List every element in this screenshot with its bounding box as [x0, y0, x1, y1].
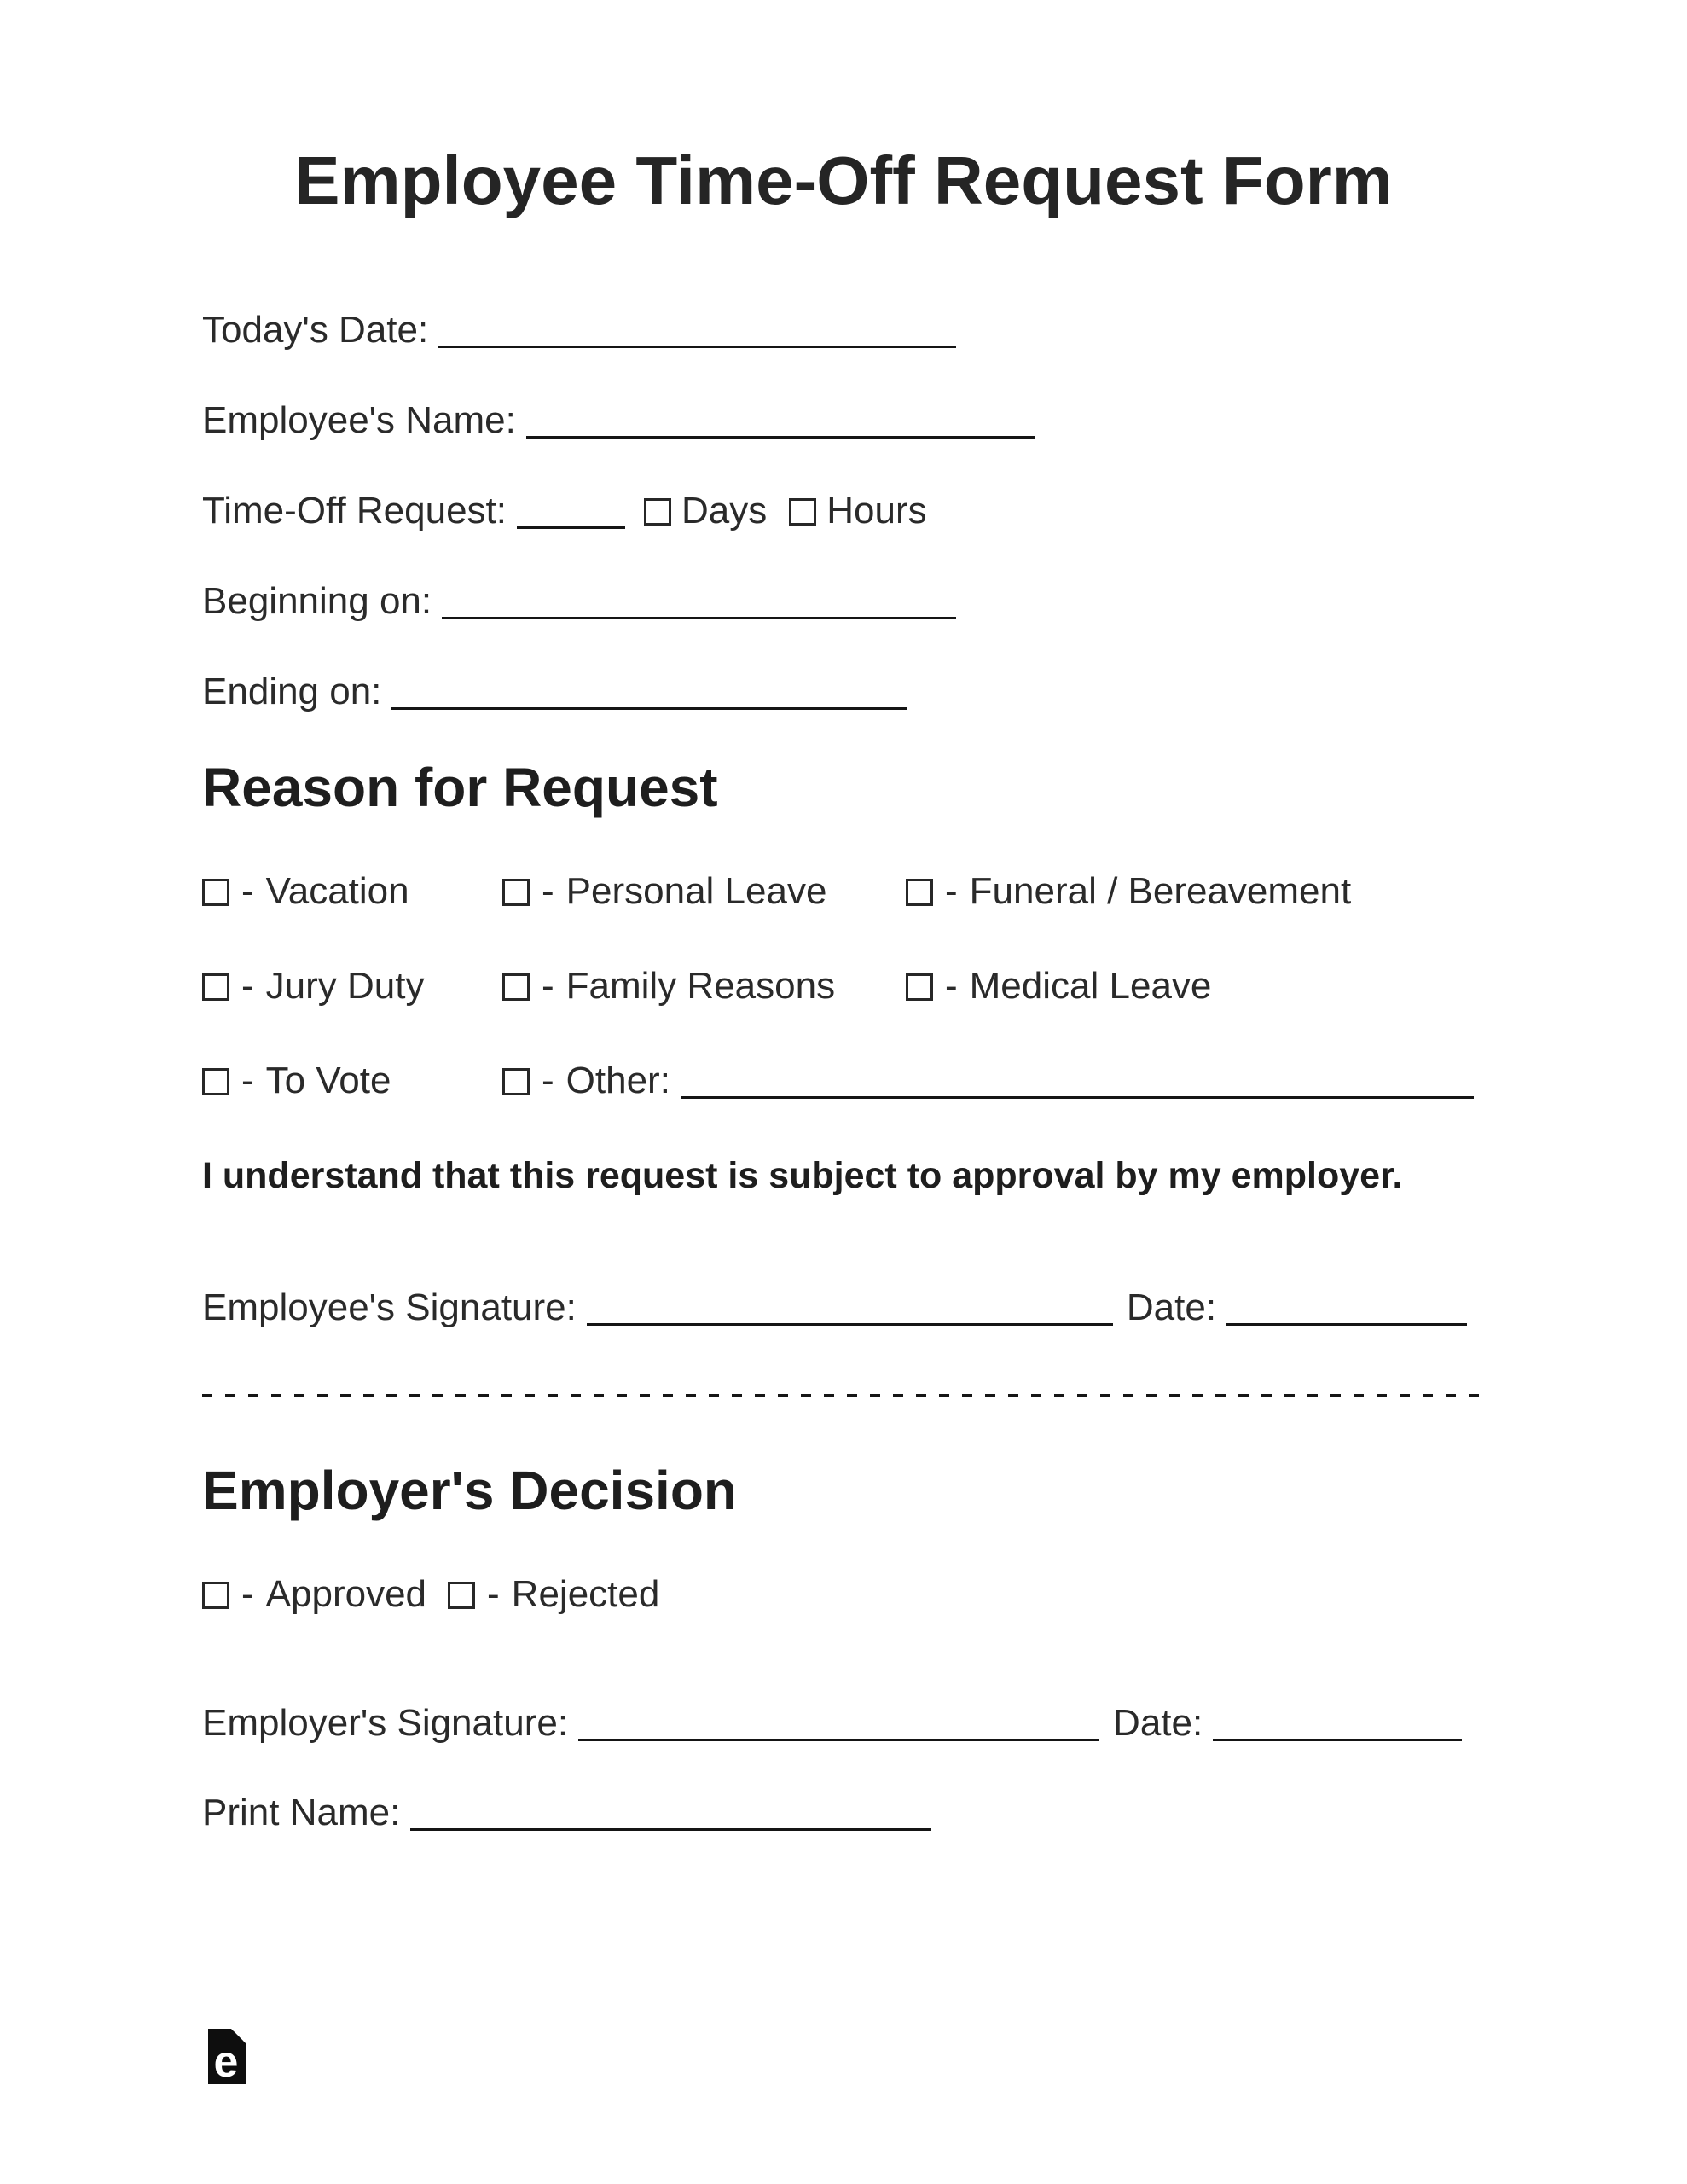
reason-checkbox-row-2	[202, 965, 1687, 1008]
checkbox-rejected[interactable]	[448, 1582, 475, 1609]
checkbox-personal-leave[interactable]	[502, 879, 530, 906]
checkbox-hours[interactable]	[789, 498, 816, 526]
separator-dash: -	[945, 965, 958, 1007]
checkbox-days[interactable]	[644, 498, 671, 526]
separator-dash: -	[241, 1060, 254, 1101]
other-label: Other:	[565, 1060, 670, 1101]
reason-checkbox-row-1	[202, 870, 1687, 914]
medical-leave-label: Medical Leave	[969, 965, 1212, 1007]
field-time-off-request	[202, 490, 927, 533]
employer-date-label: Date:	[1113, 1702, 1203, 1744]
reason-item-personal-leave	[502, 870, 906, 914]
separator-dash: -	[542, 870, 554, 912]
ending-on-input-line[interactable]	[391, 707, 907, 710]
employee-signature-input-line[interactable]	[587, 1323, 1113, 1326]
separator-dash: -	[945, 870, 958, 912]
eforms-logo	[208, 2029, 246, 2084]
checkbox-medical-leave[interactable]	[906, 973, 933, 1001]
personal-leave-label: Personal Leave	[565, 870, 827, 912]
reason-item-to-vote	[202, 1060, 502, 1103]
page-title: Employee Time-Off Request Form	[294, 142, 1393, 218]
field-ending-on	[202, 671, 907, 714]
beginning-on-label: Beginning on:	[202, 580, 432, 622]
employer-decision-heading: Employer's Decision	[202, 1460, 737, 1521]
to-vote-label: To Vote	[265, 1060, 391, 1101]
employer-signature-row	[202, 1702, 1462, 1745]
employer-signature-label: Employer's Signature:	[202, 1702, 569, 1744]
employee-signature-label: Employee's Signature:	[202, 1287, 577, 1328]
reason-item-funeral-bereavement	[906, 870, 1687, 914]
reason-item-other	[502, 1060, 1687, 1103]
checkbox-family-reasons[interactable]	[502, 973, 530, 1001]
separator-dash: -	[241, 1573, 254, 1615]
acknowledgement-text: I understand that this request is subject to approval by my employer.	[202, 1155, 1403, 1196]
checkbox-other[interactable]	[502, 1068, 530, 1095]
days-label: Days	[681, 490, 768, 531]
jury-duty-label: Jury Duty	[265, 965, 425, 1007]
employer-signature-input-line[interactable]	[578, 1739, 1099, 1741]
employee-date-label: Date:	[1126, 1287, 1217, 1328]
print-name-label: Print Name:	[202, 1792, 401, 1833]
funeral-bereavement-label: Funeral / Bereavement	[969, 870, 1352, 912]
employees-name-label: Employee's Name:	[202, 399, 516, 441]
employer-date-input-line[interactable]	[1213, 1739, 1462, 1741]
time-off-request-label: Time-Off Request:	[202, 490, 507, 531]
reason-item-medical-leave	[906, 965, 1687, 1008]
checkbox-funeral-bereavement[interactable]	[906, 879, 933, 906]
reason-item-vacation	[202, 870, 502, 914]
separator-dash: -	[241, 965, 254, 1007]
document-fold-icon	[208, 2029, 246, 2084]
ending-on-label: Ending on:	[202, 671, 382, 712]
rejected-label: Rejected	[511, 1573, 660, 1615]
beginning-on-input-line[interactable]	[442, 617, 956, 619]
employees-name-input-line[interactable]	[526, 436, 1035, 439]
logo-letter: e	[213, 2037, 239, 2084]
family-reasons-label: Family Reasons	[565, 965, 836, 1007]
field-beginning-on	[202, 580, 956, 624]
reason-checkbox-row-3	[202, 1060, 1687, 1103]
todays-date-label: Today's Date:	[202, 309, 429, 351]
vacation-label: Vacation	[265, 870, 409, 912]
time-off-amount-input-line[interactable]	[517, 526, 625, 529]
other-input-line[interactable]	[681, 1096, 1474, 1099]
checkbox-jury-duty[interactable]	[202, 973, 229, 1001]
checkbox-approved[interactable]	[202, 1582, 229, 1609]
reason-item-jury-duty	[202, 965, 502, 1008]
hours-label: Hours	[826, 490, 927, 531]
reason-item-family-reasons	[502, 965, 906, 1008]
todays-date-input-line[interactable]	[438, 346, 956, 348]
reason-section-heading: Reason for Request	[202, 757, 718, 818]
employee-signature-row	[202, 1287, 1467, 1330]
field-employees-name	[202, 399, 1035, 443]
separator-dash: -	[487, 1573, 500, 1615]
separator-dash: -	[542, 1060, 554, 1101]
approved-label: Approved	[265, 1573, 427, 1615]
checkbox-to-vote[interactable]	[202, 1068, 229, 1095]
print-name-input-line[interactable]	[410, 1828, 931, 1831]
employee-date-input-line[interactable]	[1226, 1323, 1467, 1326]
field-todays-date	[202, 309, 956, 352]
dashed-divider	[202, 1394, 1484, 1397]
print-name-row	[202, 1792, 931, 1835]
separator-dash: -	[241, 870, 254, 912]
checkbox-vacation[interactable]	[202, 879, 229, 906]
employer-decision-checkbox-row	[202, 1573, 659, 1617]
separator-dash: -	[542, 965, 554, 1007]
